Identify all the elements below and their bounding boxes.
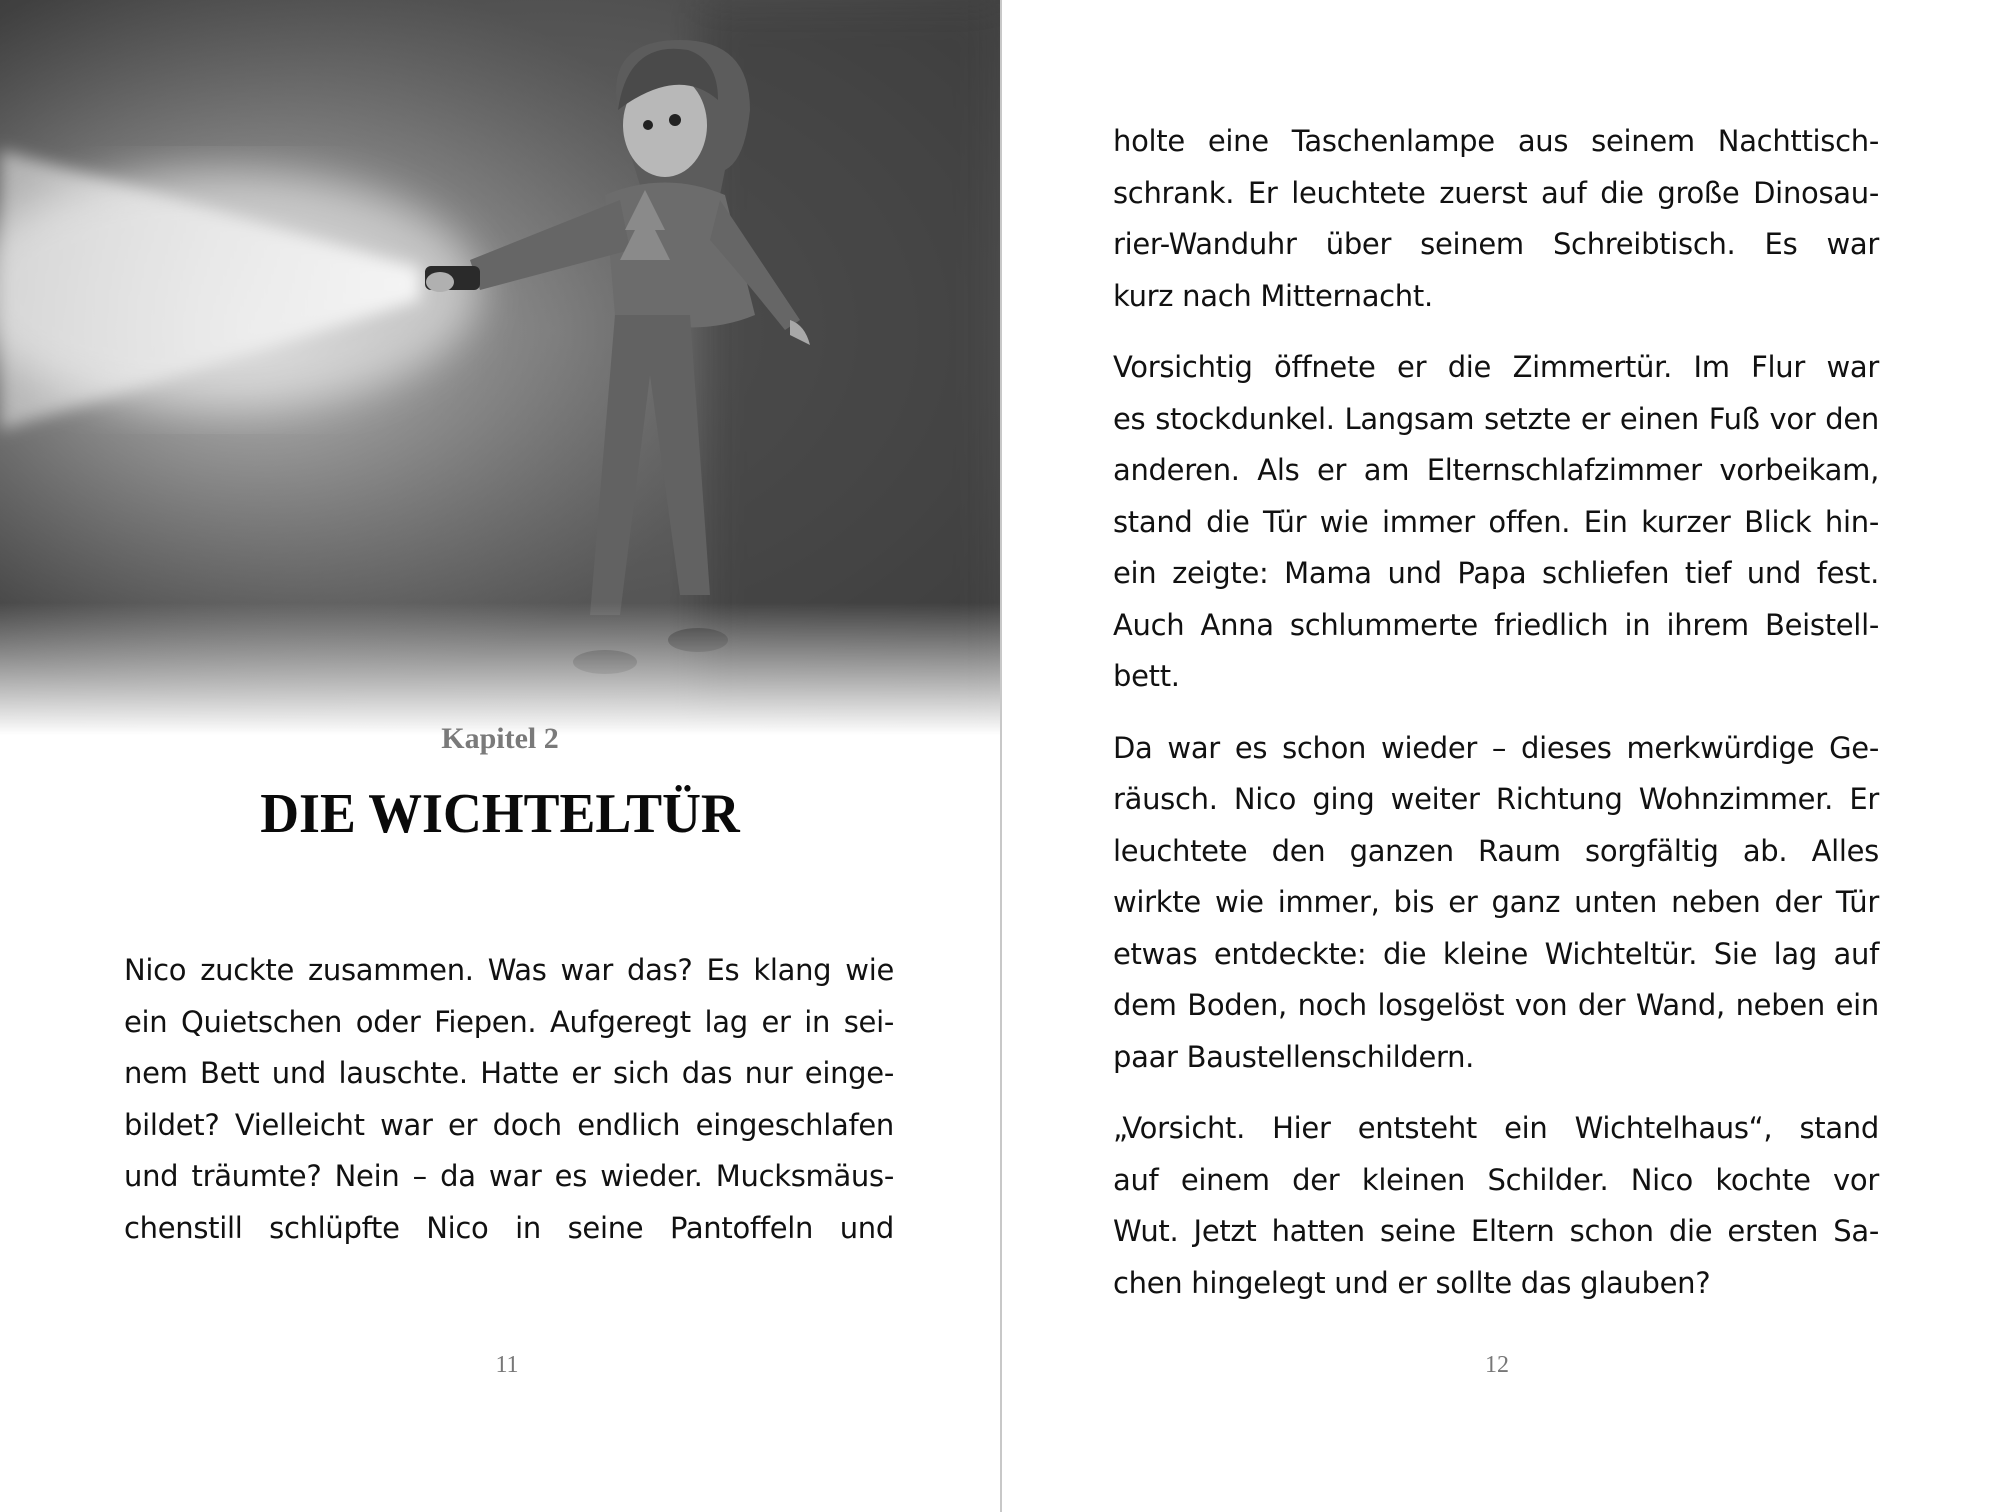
- chapter-label: Kapitel 2: [441, 722, 559, 755]
- paragraph: [1113, 723, 1879, 1084]
- paragraph: [1113, 116, 1879, 322]
- paragraph: [1113, 1103, 1879, 1309]
- text-line: ein Quietschen oder Fiepen. Aufgeregt lag er in sei-: [124, 1004, 894, 1039]
- right-page-body: [1113, 116, 1879, 1329]
- text-line: Vorsichtig öffnete er die Zimmertür. Im Flur war: [1113, 350, 1879, 384]
- text-line: nem Bett und lauschte. Hatte er sich das nur einge-: [124, 1056, 894, 1090]
- chapter-title: DIE WICHTELTÜR: [260, 783, 740, 845]
- paragraph: [124, 945, 894, 1254]
- text-line: chen hingelegt und er sollte das glauben?: [1113, 1265, 1711, 1300]
- text-line: „Vorsicht. Hier entsteht ein Wichtelhaus“, stand: [1113, 1111, 1879, 1145]
- text-line: schrank. Er leuchtete zuerst auf die große Dinosau-: [1113, 175, 1879, 210]
- text-line: stand die Tür wie immer offen. Ein kurzer Blick hin-: [1113, 504, 1879, 539]
- text-line: holte eine Taschenlampe aus seinem Nachttisch-: [1113, 124, 1879, 158]
- text-line: leuchtete den ganzen Raum sorgfältig ab. Alles: [1113, 833, 1879, 868]
- page-number-left: 11: [495, 1352, 519, 1378]
- text-line: Auch Anna schlummerte friedlich in ihrem Beistell-: [1113, 607, 1879, 642]
- text-line: dem Boden, noch losgelöst von der Wand, neben ein: [1113, 988, 1879, 1022]
- chapter-illustration: [0, 0, 1000, 735]
- page-number-right: 12: [1485, 1352, 1509, 1378]
- text-line: chenstill schlüpfte Nico in seine Pantoffeln und: [124, 1210, 894, 1245]
- text-line: räusch. Nico ging weiter Richtung Wohnzimmer. Er: [1113, 782, 1879, 816]
- text-line: wirkte wie immer, bis er ganz unten neben der Tür: [1113, 885, 1879, 919]
- text-line: bildet? Vielleicht war er doch endlich eingeschlafen: [124, 1107, 894, 1142]
- text-line: etwas entdeckte: die kleine Wichteltür. Sie lag auf: [1113, 936, 1879, 971]
- text-line: und träumte? Nein – da war es wieder. Mucksmäus-: [124, 1159, 894, 1193]
- text-line: ein zeigte: Mama und Papa schliefen tief und fest.: [1113, 556, 1879, 590]
- text-line: Wut. Jetzt hatten seine Eltern schon die ersten Sa-: [1113, 1214, 1879, 1248]
- paragraph: [1113, 342, 1879, 703]
- text-line: rier-Wanduhr über seinem Schreibtisch. Es war: [1113, 227, 1879, 261]
- text-line: Da war es schon wieder – dieses merkwürdige Ge-: [1113, 730, 1879, 765]
- text-line: es stockdunkel. Langsam setzte er einen Fuß vor den: [1113, 401, 1879, 436]
- left-page-body: [124, 945, 894, 1274]
- text-line: paar Baustellenschildern.: [1113, 1039, 1475, 1074]
- text-line: bett.: [1113, 659, 1180, 693]
- text-line: Nico zuckte zusammen. Was war das? Es klang wie: [124, 953, 894, 987]
- text-line: auf einem der kleinen Schilder. Nico kochte vor: [1113, 1162, 1879, 1197]
- text-line: kurz nach Mitternacht.: [1113, 278, 1433, 313]
- text-line: anderen. Als er am Elternschlafzimmer vorbeikam,: [1113, 453, 1879, 487]
